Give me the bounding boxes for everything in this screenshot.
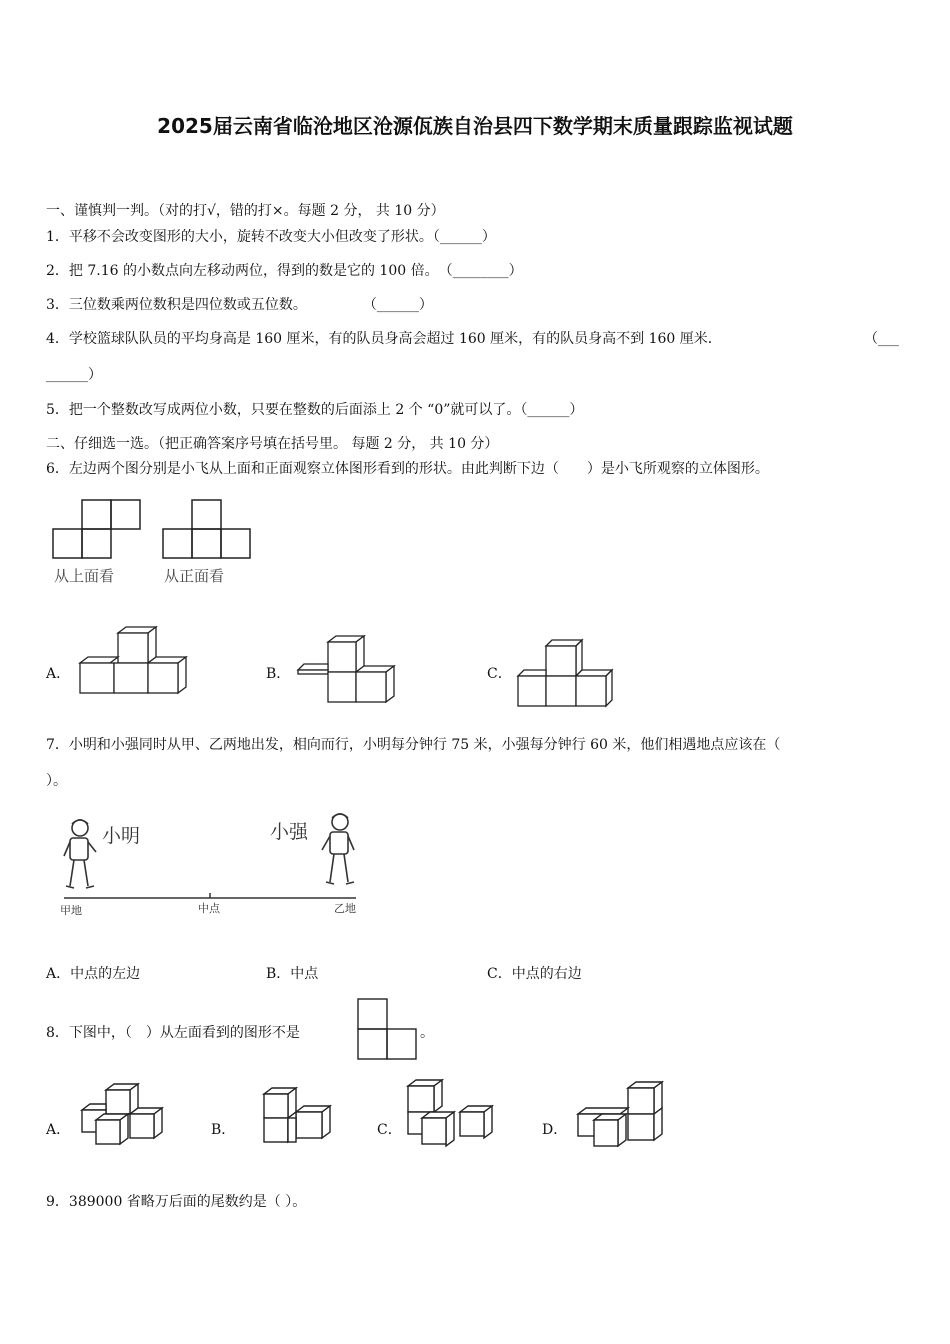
question-1: 1．平移不会改变图形的大小，旋转不改变大小但改变了形状。（______） [46, 229, 496, 245]
q6-top-view [53, 500, 140, 558]
q6-option-a-label: A． [46, 666, 71, 682]
q6-option-c-cubes [514, 636, 620, 710]
question-9: 9．389000 省略万后面的尾数约是（ ）。 [46, 1194, 307, 1210]
q6-option-b-label: B． [266, 666, 291, 682]
q7-option-b: B．中点 [266, 966, 319, 982]
q6-front-view [163, 500, 250, 558]
xiaoqiang-figure [322, 814, 354, 884]
xiaoming-label: 小明 [102, 825, 141, 847]
q8-option-d-label: D． [542, 1122, 568, 1138]
question-6: 6．左边两个图分别是小飞从上面和正面观察立体图形看到的形状。由此判断下边（ ）是小飞所观察的立体图形。 [46, 461, 769, 477]
question-8-suffix: 。 [420, 1025, 434, 1041]
q7-option-a: A．中点的左边 [46, 966, 141, 982]
xiaoqiang-label: 小强 [270, 821, 309, 843]
question-2: 2．把 7.16 的小数点向左移动两位，得到的数是它的 100 倍。 （________） [46, 263, 523, 279]
q6-view-top-label: 从上面看 [54, 567, 115, 585]
q6-option-b-cubes [294, 632, 400, 706]
q8-option-c-cubes [404, 1078, 500, 1150]
q8-option-a-cubes [78, 1080, 172, 1150]
q6-option-c-label: C． [487, 666, 512, 682]
question-5: 5．把一个整数改写成两位小数，只要在整数的后面添上 2 个 “0”就可以了。（______） [46, 402, 584, 418]
question-4-line1: 4．学校篮球队队员的平均身高是 160 厘米，有的队员身高会超过 160 厘米，有的队员身高不到 160 厘米． [46, 331, 722, 347]
q8-option-c-label: C． [377, 1122, 402, 1138]
q8-option-b-label: B． [211, 1122, 236, 1138]
q8-option-b-cubes [242, 1082, 338, 1150]
q6-views-figure [46, 495, 266, 590]
question-4-blank-start: （___ [864, 331, 899, 347]
section2-header: 二、仔细选一选。（把正确答案序号填在括号里。 每题 2 分， 共 10 分） [46, 436, 499, 452]
q7-label-mid: 中点 [198, 902, 220, 915]
q7-walking-figure [56, 808, 366, 920]
q8-left-view-shape [356, 997, 420, 1063]
question-3: 3．三位数乘两位数积是四位数或五位数。 （______） [46, 297, 433, 313]
q8-option-a-label: A． [46, 1122, 71, 1138]
q6-view-front-label: 从正面看 [164, 567, 225, 585]
page-title: 2025届云南省临沧地区沧源佤族自治县四下数学期末质量跟踪监视试题 [157, 114, 793, 138]
xiaoming-figure [64, 820, 96, 888]
question-4-line2: ______） [46, 367, 102, 383]
q7-label-jia: 甲地 [60, 904, 82, 917]
question-7-line2: ）。 [46, 773, 67, 789]
q7-label-yi: 乙地 [334, 902, 356, 915]
question-8-prefix: 8．下图中，（ ）从左面看到的图形不是 [46, 1025, 300, 1041]
q6-option-a-cubes [76, 625, 192, 701]
q7-option-c: C．中点的右边 [487, 966, 582, 982]
q8-option-d-cubes [574, 1078, 670, 1150]
section1-header: 一、谨慎判一判。（对的打√，错的打×。每题 2 分， 共 10 分） [46, 203, 445, 219]
question-7-line1: 7．小明和小强同时从甲、乙两地出发，相向而行，小明每分钟行 75 米，小强每分钟行 60 米，他们相遇地点应该在（ [46, 737, 781, 753]
